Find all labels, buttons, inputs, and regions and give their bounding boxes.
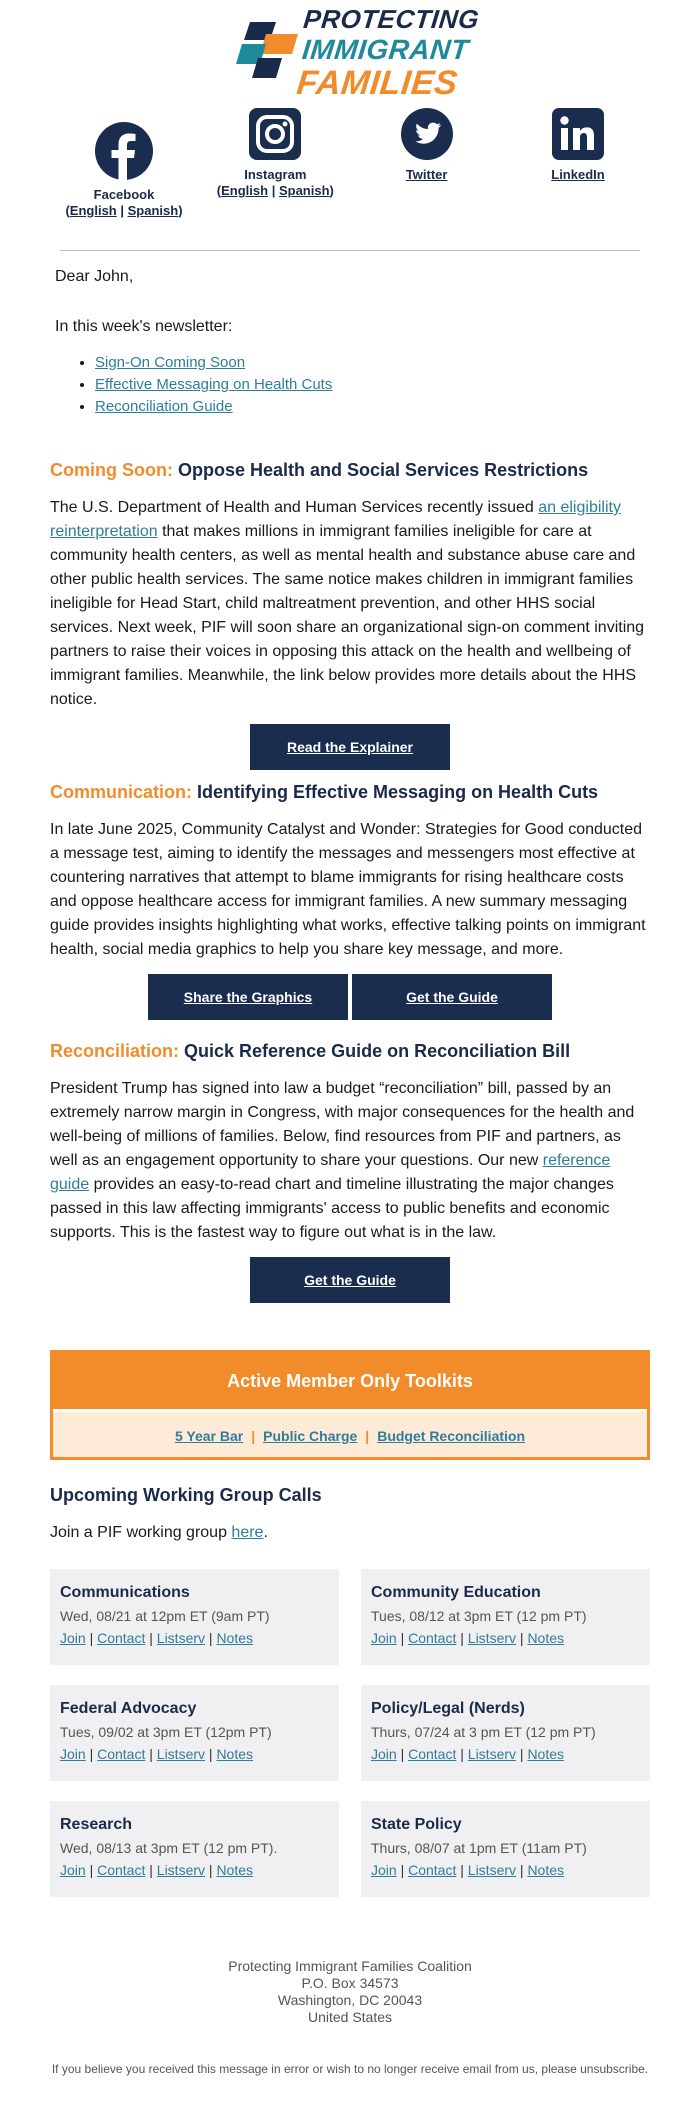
contact-link[interactable]: Contact [97,1862,146,1878]
join-link[interactable]: Join [371,1746,397,1762]
working-group-card [50,1801,339,1897]
working-group-links: Join | Contact | Listserv | Notes [60,1862,254,1878]
notes-link[interactable]: Notes [216,1630,254,1646]
join-link[interactable]: Join [371,1630,397,1646]
listserv-link[interactable]: Listserv [156,1746,206,1762]
twitter-link[interactable]: Twitter [405,167,448,182]
section-tag: Coming Soon: [50,460,173,480]
section-heading: Oppose Health and Social Services Restrictions [178,460,589,480]
listserv-link[interactable]: Listserv [467,1746,517,1762]
footer-country: United States [307,2009,393,2025]
toc-item [95,396,332,418]
brand-logo[interactable] [0,0,700,108]
facebook-english-link[interactable]: English [69,203,117,218]
section-body: President Trump has signed into law a budget “reconciliation” bill, passed by an extremely narrow margin in Congress, with major consequences for the health and well-being of millions of families. Below, find resources from PIF and partners, as well as an engagement opportunity to share your questions. Our new reference guide provides an easy-to-read chart and timeline illustrating the major changes passed in this law affecting immigrants' access to public benefits and economic supports. This is the fastest way to figure out what is in the law. [50,1080,635,1241]
section-coming-soon [50,458,650,770]
working-group-time: Thurs, 07/24 at 3 pm ET (12 pm PT) [371,1724,596,1740]
social-links [0,108,700,226]
toolkit-link-public-charge[interactable]: Public Charge [263,1428,358,1444]
toolkit-link-budget-reconciliation[interactable]: Budget Reconciliation [377,1428,526,1444]
greeting: Dear John, [55,268,134,285]
contact-link[interactable]: Contact [408,1746,457,1762]
share-graphics-button[interactable]: Share the Graphics [148,974,348,1020]
member-toolkits-box [50,1350,650,1460]
join-working-group-link[interactable]: here [231,1524,264,1541]
linkedin-icon[interactable] [552,108,604,165]
divider [60,250,640,251]
twitter-icon[interactable] [401,108,453,165]
social-instagram [201,108,349,226]
notes-link[interactable]: Notes [527,1746,565,1762]
section-tag: Reconciliation: [50,1041,180,1061]
read-explainer-button[interactable]: Read the Explainer [250,724,450,770]
social-facebook [50,108,198,226]
social-twitter [353,108,501,226]
join-link[interactable]: Join [60,1630,86,1646]
logo-line-1: PROTECTING [301,4,481,34]
contact-link[interactable]: Contact [97,1630,146,1646]
notes-link[interactable]: Notes [527,1862,565,1878]
footer-address [0,1958,700,2026]
listserv-link[interactable]: Listserv [156,1630,206,1646]
toolkits-title: Active Member Only Toolkits [53,1353,647,1409]
working-groups-title: Upcoming Working Group Calls [50,1485,322,1505]
toc-item [95,352,332,374]
section-communication [50,780,650,1020]
facebook-language-links: (English | Spanish) [65,203,183,218]
section-body: The U.S. Department of Health and Human Services recently issued an eligibility reinterpretation that makes millions in immigrant families ineligible for care at community health centers, as well as mental health and substance abuse care and other public health services. The same notice makes children in immigrant families ineligible for Head Start, child maltreatment prevention, and other HHS social services. Next week, PIF will soon share an organizational sign-on comment inviting partners to raise their voices in opposing this attack on the health and wellbeing of immigrant families. Meanwhile, the link below provides more details about the HHS notice. [50,499,645,708]
linkedin-link[interactable]: LinkedIn [551,167,605,182]
get-guide-button[interactable]: Get the Guide [250,1257,450,1303]
logo-line-2: IMMIGRANT [300,34,471,65]
section-tag: Communication: [50,782,192,802]
working-group-card [50,1685,339,1781]
logo-line-3: FAMILIES [294,64,460,102]
section-reconciliation [50,1039,650,1303]
social-linkedin [504,108,652,226]
working-group-name: Research [60,1816,133,1833]
instagram-icon[interactable] [249,108,301,165]
toc-link-reconciliation[interactable]: Reconciliation Guide [95,398,233,415]
listserv-link[interactable]: Listserv [467,1862,517,1878]
section-title [50,780,650,804]
working-group-card [361,1801,650,1897]
notes-link[interactable]: Notes [216,1862,254,1878]
facebook-spanish-link[interactable]: Spanish [127,203,179,218]
section-heading: Identifying Effective Messaging on Health Cuts [197,782,599,802]
section-title [50,1039,650,1063]
section-title [50,458,650,482]
working-group-card [50,1569,339,1665]
newsletter-intro: In this week's newsletter: [55,318,233,335]
facebook-icon[interactable] [95,122,153,185]
working-group-name: Policy/Legal (Nerds) [371,1700,525,1717]
working-group-time: Wed, 08/21 at 12pm ET (9am PT) [60,1608,270,1624]
join-link[interactable]: Join [371,1862,397,1878]
working-group-links: Join | Contact | Listserv | Notes [371,1746,565,1762]
eligibility-reinterpretation-link[interactable]: an eligibility reinterpretation [50,499,621,540]
contact-link[interactable]: Contact [408,1630,457,1646]
working-group-card [361,1685,650,1781]
instagram-spanish-link[interactable]: Spanish [278,183,330,198]
contact-link[interactable]: Contact [408,1862,457,1878]
working-group-time: Wed, 08/13 at 3pm ET (12 pm PT). [60,1840,278,1856]
toolkit-link-5-year-bar[interactable]: 5 Year Bar [174,1428,244,1444]
notes-link[interactable]: Notes [216,1746,254,1762]
working-group-name: Communications [60,1584,190,1601]
section-heading: Quick Reference Guide on Reconciliation Bill [184,1041,571,1061]
section-body: In late June 2025, Community Catalyst and Wonder: Strategies for Good conducted a message test, aiming to identify the messages and messengers most effective at countering narratives that attempt to blame immigrants for rising healthcare costs and oppose healthcare access for immigrant families. A new summary messaging guide provides insights highlighting what works, effective talking points on immigrant health, social media graphics to help you share key message, and more. [50,821,646,958]
instagram-english-link[interactable]: English [221,183,269,198]
working-group-time: Tues, 08/12 at 3pm ET (12 pm PT) [371,1608,587,1624]
table-of-contents [95,352,332,418]
join-link[interactable]: Join [60,1746,86,1762]
logo-wordmark [295,6,480,100]
working-group-name: Federal Advocacy [60,1700,197,1717]
instagram-language-links: (English | Spanish) [216,183,334,198]
working-group-time: Tues, 09/02 at 3pm ET (12pm PT) [60,1724,272,1740]
footer-org: Protecting Immigrant Families Coalition [228,1958,472,1974]
contact-link[interactable]: Contact [97,1746,146,1762]
get-guide-button[interactable]: Get the Guide [352,974,552,1020]
working-group-links: Join | Contact | Listserv | Notes [371,1630,565,1646]
footer-address-line: P.O. Box 34573 [301,1975,399,1991]
working-group-links: Join | Contact | Listserv | Notes [60,1630,254,1646]
instagram-label: Instagram [244,167,307,182]
listserv-link[interactable]: Listserv [156,1862,206,1878]
reference-guide-link[interactable]: reference guide [50,1152,611,1193]
toc-link-messaging[interactable]: Effective Messaging on Health Cuts [95,376,333,393]
toolkits-links: 5 Year Bar | Public Charge | Budget Reconciliation [53,1409,647,1457]
facebook-label: Facebook [93,187,155,202]
toc-link-sign-on[interactable]: Sign-On Coming Soon [95,354,246,371]
listserv-link[interactable]: Listserv [467,1630,517,1646]
working-group-name: Community Education [371,1584,541,1601]
toc-item [95,374,332,396]
join-link[interactable]: Join [60,1862,86,1878]
working-group-name: State Policy [371,1816,462,1833]
working-groups-join: Join a PIF working group here. [50,1524,268,1541]
working-group-links: Join | Contact | Listserv | Notes [371,1862,565,1878]
working-group-card [361,1569,650,1665]
logo-mark-icon [232,4,302,84]
footer-address-line: Washington, DC 20043 [277,1992,423,2008]
unsubscribe-note[interactable]: If you believe you received this message in error or wish to no longer receive email from us, please unsubscribe. [51,2062,649,2076]
working-group-time: Thurs, 08/07 at 1pm ET (11am PT) [371,1840,587,1856]
notes-link[interactable]: Notes [527,1630,565,1646]
working-group-links: Join | Contact | Listserv | Notes [60,1746,254,1762]
